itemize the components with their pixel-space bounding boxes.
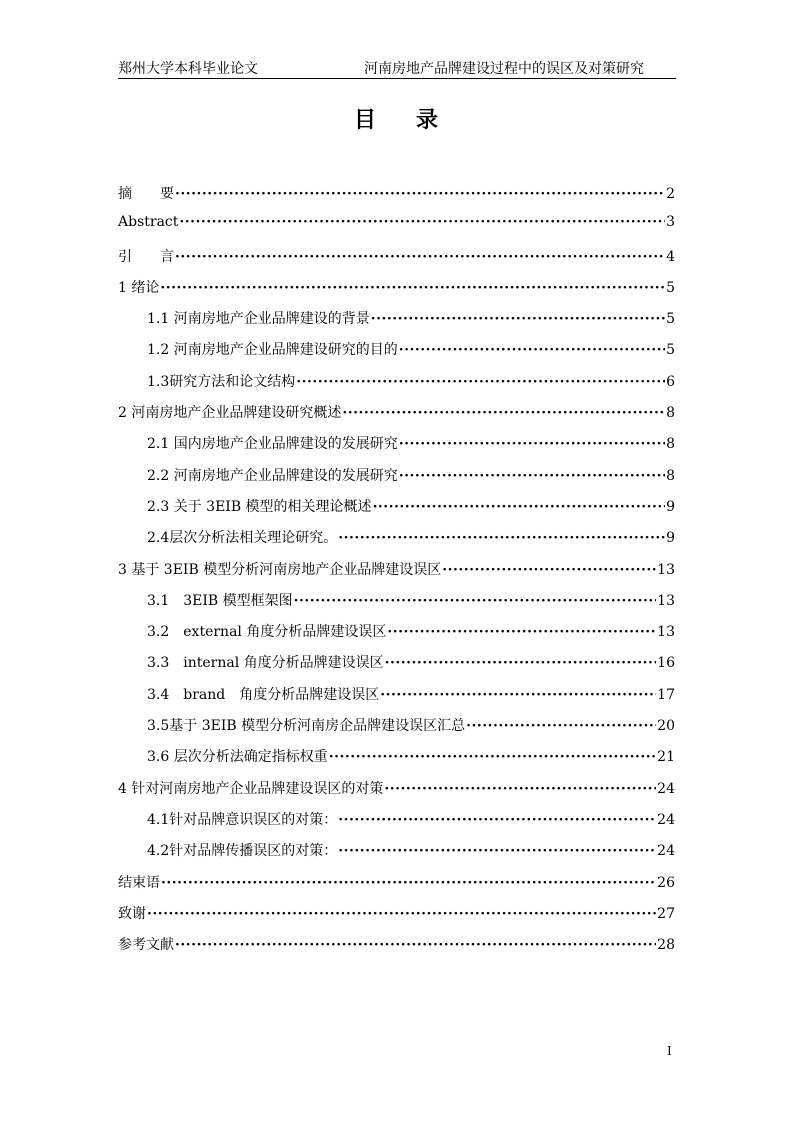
toc-entry-page: 8 [666, 436, 675, 453]
toc-entry-page: 20 [657, 718, 675, 735]
toc-entry-label: 1.2 河南房地产企业品牌建设研究的目的 [147, 342, 398, 359]
toc-leader-dots [175, 249, 665, 265]
toc-entry-label: 3.5基于 3EIB 模型分析河南房企品牌建设误区汇总 [147, 718, 466, 735]
toc-subentry[interactable] [118, 840, 675, 871]
toc-entry-page: 5 [666, 279, 675, 296]
toc-leader-dots [387, 624, 656, 640]
toc-leader-dots [466, 718, 656, 734]
toc-leader-dots [175, 937, 656, 953]
toc-entry[interactable] [118, 402, 675, 433]
toc-entry-label: 2.4层次分析法相关理论研究。 [147, 530, 338, 547]
toc-entry[interactable] [118, 214, 675, 245]
toc-entry-label: 引 言 [118, 248, 174, 265]
toc-subentry[interactable] [118, 339, 675, 370]
toc-leader-dots [399, 436, 665, 452]
toc-entry-label: Abstract [118, 214, 179, 231]
toc-subentry[interactable] [118, 465, 675, 496]
toc-subentry[interactable] [118, 527, 675, 558]
toc-entry-label: 1.3研究方法和论文结构 [147, 373, 296, 390]
title-char-1: 目 [353, 107, 378, 133]
toc-entry-page: 8 [666, 405, 675, 422]
page-number: I [667, 1044, 672, 1058]
toc-entry-page: 13 [657, 592, 675, 609]
toc-leader-dots [147, 906, 656, 922]
toc-entry-page: 9 [666, 530, 675, 547]
toc-leader-dots [371, 311, 665, 327]
toc-leader-dots [380, 687, 656, 703]
toc-entry-label: 4.1针对品牌意识误区的对策： [147, 811, 338, 828]
header-left-text: 郑州大学本科毕业论文 [118, 61, 258, 77]
toc-leader-dots [338, 843, 656, 859]
toc-entry-page: 2 [666, 186, 675, 202]
toc-subentry[interactable] [118, 715, 675, 746]
toc-subentry[interactable] [118, 371, 675, 402]
toc-leader-dots [160, 280, 665, 296]
toc-leader-dots [342, 405, 665, 421]
toc-leader-dots [179, 214, 665, 230]
toc-leader-dots [384, 781, 656, 797]
toc-entry[interactable] [118, 246, 675, 277]
toc-entry-page: 5 [666, 342, 675, 359]
toc-entry-label: 3.3 internal 角度分析品牌建设误区 [147, 655, 384, 672]
toc-entry-label: 2.1 国内房地产企业品牌建设的发展研究 [147, 436, 398, 453]
toc-entry-label: 1 绪论 [118, 279, 160, 296]
toc-entry-label: 1.1 河南房地产企业品牌建设的背景 [147, 311, 370, 328]
page-title [0, 103, 794, 134]
toc-entry-label: 结束语 [118, 874, 160, 891]
toc-leader-dots [399, 468, 665, 484]
toc-leader-dots [175, 186, 665, 202]
toc-entry-label: 4 针对河南房地产企业品牌建设误区的对策 [118, 780, 384, 797]
toc-leader-dots [385, 655, 657, 671]
toc-subentry[interactable] [118, 652, 675, 683]
toc-leader-dots [442, 562, 656, 578]
toc-entry-page: 5 [666, 311, 675, 328]
title-char-2: 录 [416, 107, 441, 133]
toc-subentry[interactable] [118, 809, 675, 840]
toc-entry-page: 13 [657, 624, 675, 641]
toc-leader-dots [296, 374, 665, 390]
toc-entry-label: 3.1 3EIB 模型框架图 [147, 592, 293, 609]
toc-leader-dots [329, 749, 656, 765]
toc-entry-page: 8 [666, 467, 675, 484]
toc-entry-page: 26 [657, 874, 675, 891]
toc-entry[interactable] [118, 778, 675, 809]
toc-entry-label: 2.2 河南房地产企业品牌建设的发展研究 [147, 467, 398, 484]
toc-entry[interactable] [118, 934, 675, 965]
toc-entry-page: 24 [657, 811, 675, 828]
toc-entry-page: 21 [657, 749, 675, 766]
toc-leader-dots [399, 342, 665, 358]
toc-entry[interactable] [118, 903, 675, 934]
header-right-text: 河南房地产品牌建设过程中的误区及对策研究 [364, 61, 644, 77]
toc-entry[interactable] [118, 183, 675, 214]
running-header [118, 58, 676, 79]
toc-entry-label: 参考文献 [118, 937, 174, 954]
toc-entry-page: 17 [657, 686, 675, 703]
toc-entry[interactable] [118, 277, 675, 308]
toc-subentry[interactable] [118, 433, 675, 464]
toc-leader-dots [294, 593, 657, 609]
toc-subentry[interactable] [118, 746, 675, 777]
toc-entry[interactable] [118, 559, 675, 590]
toc-entry-page: 13 [657, 561, 675, 578]
toc-entry-page: 24 [657, 780, 675, 797]
toc-entry-label: 2.3 关于 3EIB 模型的相关理论概述 [147, 498, 372, 515]
toc-entry-label: 4.2针对品牌传播误区的对策： [147, 843, 338, 860]
toc-entry-label: 3.4 brand 角度分析品牌建设误区 [147, 686, 380, 703]
toc-entry[interactable] [118, 872, 675, 903]
toc-subentry[interactable] [118, 496, 675, 527]
toc-entry-label: 摘 要 [118, 186, 174, 202]
toc-subentry[interactable] [118, 684, 675, 715]
toc-entry-page: 27 [657, 905, 675, 922]
toc-entry-page: 6 [666, 373, 675, 390]
toc-entry-page: 16 [657, 655, 675, 672]
toc-entry-page: 3 [666, 214, 675, 231]
toc-entry-label: 3.2 external 角度分析品牌建设误区 [147, 624, 387, 641]
toc-subentry[interactable] [118, 590, 675, 621]
toc-subentry[interactable] [118, 621, 675, 652]
toc-entry-label: 3.6 层次分析法确定指标权重 [147, 749, 328, 766]
toc-entry-page: 4 [666, 248, 675, 265]
toc-entry-label: 2 河南房地产企业品牌建设研究概述 [118, 405, 342, 422]
toc-leader-dots [373, 499, 666, 515]
toc-entry-page: 9 [666, 498, 675, 515]
toc-entry-label: 3 基于 3EIB 模型分析河南房地产企业品牌建设误区 [118, 561, 442, 578]
toc-entry-label: 致谢 [118, 905, 146, 922]
toc-leader-dots [338, 812, 656, 828]
toc-leader-dots [338, 530, 665, 546]
toc-entry-page: 24 [657, 843, 675, 860]
table-of-contents [118, 183, 675, 965]
toc-leader-dots [161, 875, 656, 891]
toc-subentry[interactable] [118, 308, 675, 339]
toc-entry-page: 28 [657, 937, 675, 954]
